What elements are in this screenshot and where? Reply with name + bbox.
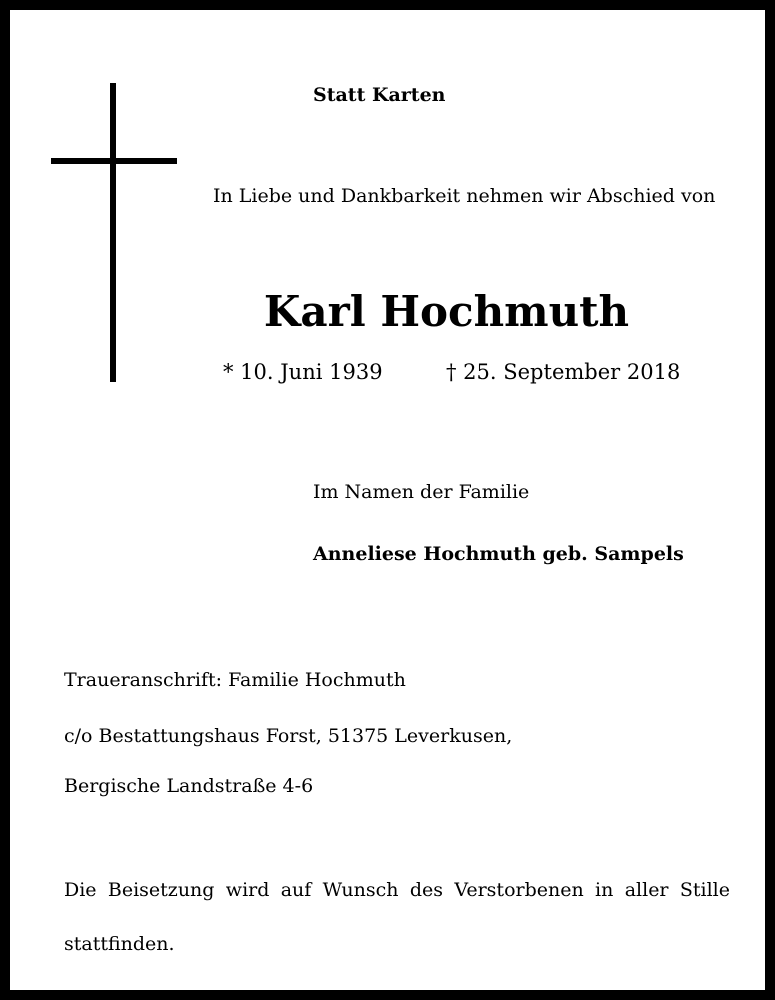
family-label: Im Namen der Familie (313, 481, 530, 503)
address-line-3: Bergische Landstraße 4-6 (64, 775, 314, 797)
death-date: † 25. September 2018 (446, 360, 681, 384)
funeral-notice (64, 863, 730, 971)
funeral-notice-line-1: Die Beisetzung wird auf Wunsch des Verstorbenen in aller Stille (64, 879, 730, 901)
intro-text: In Liebe und Dankbarkeit nehmen wir Abschied von (213, 185, 716, 207)
funeral-notice-line-2: stattfinden. (64, 933, 175, 955)
family-name: Anneliese Hochmuth geb. Sampels (313, 543, 684, 565)
deceased-name: Karl Hochmuth (263, 287, 630, 336)
statt-karten-heading: Statt Karten (313, 84, 446, 106)
cross-icon-bar (51, 158, 177, 164)
birth-date: * 10. Juni 1939 (223, 360, 383, 384)
cross-icon (110, 83, 116, 382)
address-line-2: c/o Bestattungshaus Forst, 51375 Leverkusen, (64, 725, 513, 747)
address-line-1: Traueranschrift: Familie Hochmuth (64, 669, 406, 691)
